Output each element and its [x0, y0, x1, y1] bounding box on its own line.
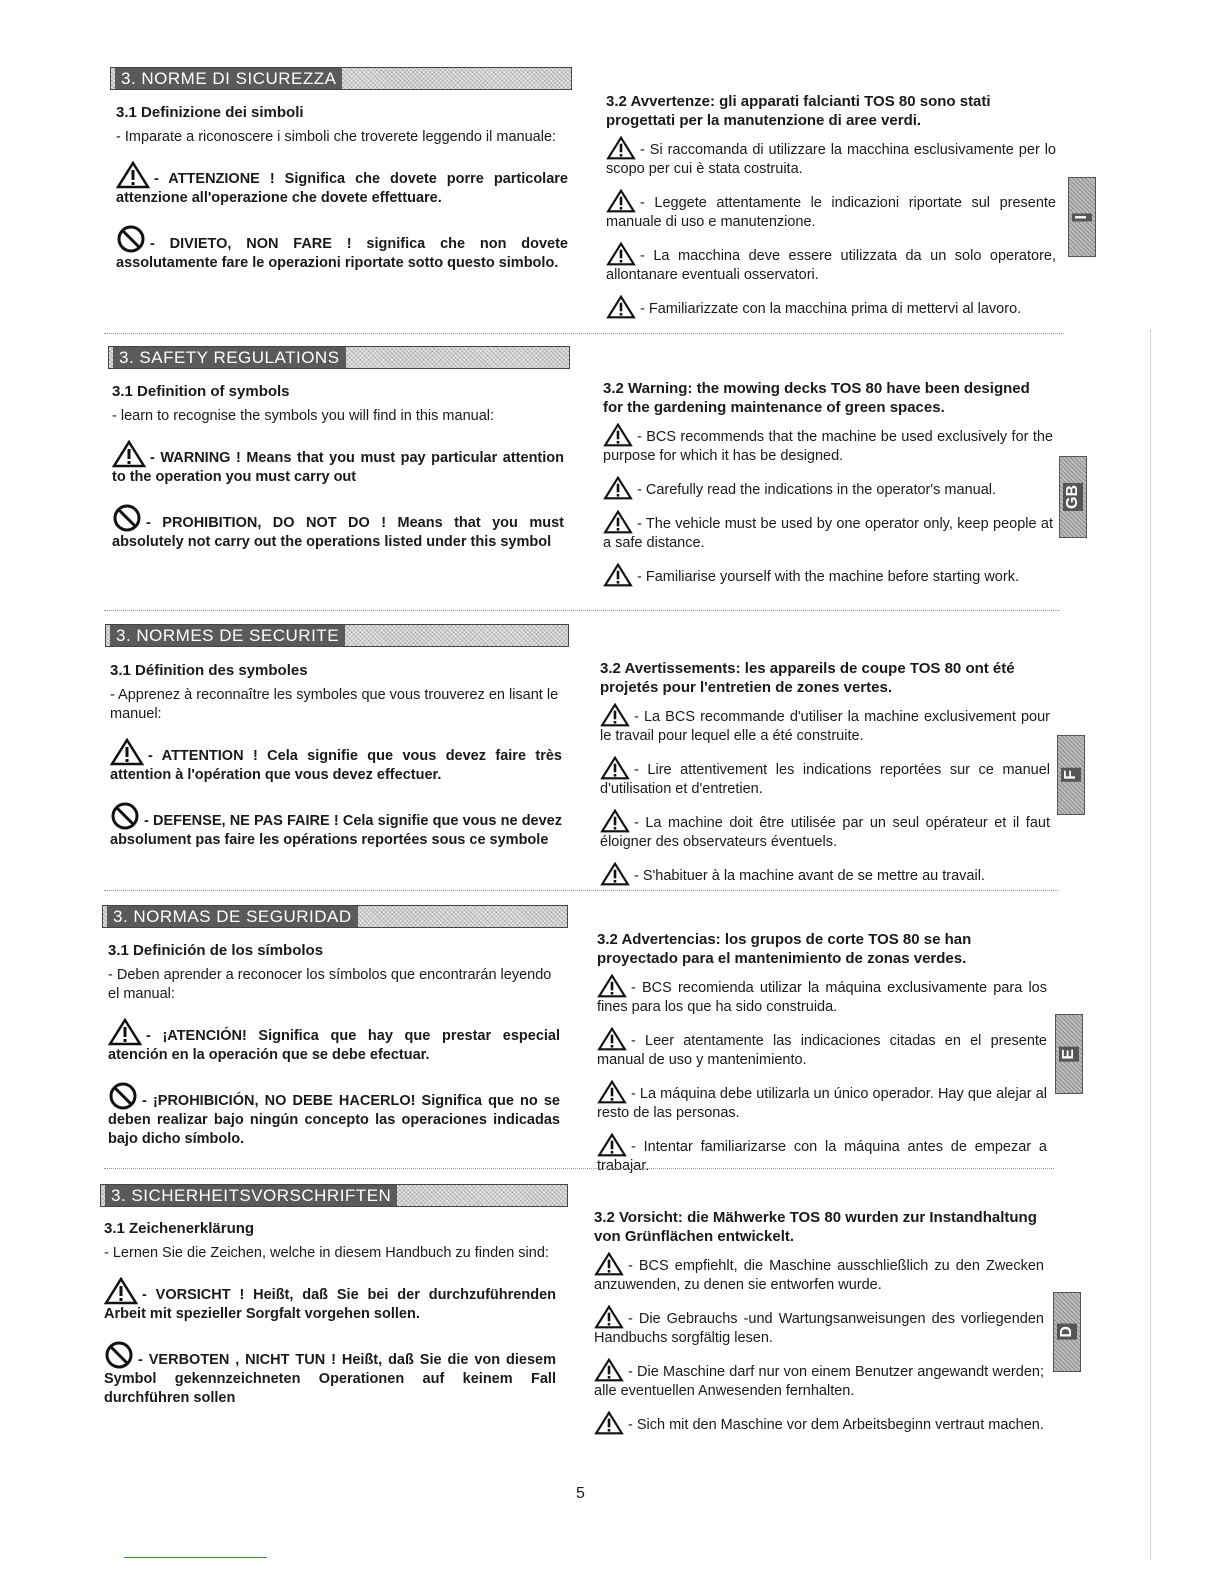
warnings-column [594, 1208, 1044, 1445]
section-banner [100, 1184, 568, 1207]
warning-item: - Die Gebrauchs -und Wartungsanweisungen des vorliegenden Handbuchs sorgfältig lesen. [594, 1305, 1044, 1348]
prohibition-definition: - ¡PROHIBICIÓN, NO DEBE HACERLO! Significa que no se deben realizar bajo ningún concepto las operaciones indicadas bajo dicho símbolo. [108, 1081, 560, 1149]
section-banner [108, 346, 570, 369]
warning-triangle-icon [606, 189, 636, 213]
warning-item: - Lire attentivement les indications reportées sur ce manuel d'utilisation et d'entretien. [600, 756, 1050, 799]
warning-item: - BCS recomienda utilizar la máquina exclusivamente para los fines para los que ha sido construida. [597, 974, 1047, 1017]
warning-item: - Die Maschine darf nur von einem Benutzer angewandt werden; alle eventuellen Anwesenden fernhalten. [594, 1358, 1044, 1401]
prohibition-definition: - PROHIBITION, DO NOT DO ! Means that you must absolutely not carry out the operations listed under this symbol [112, 503, 564, 552]
symbols-column [112, 382, 564, 568]
warning-triangle-icon [110, 738, 144, 766]
warning-triangle-icon [600, 703, 630, 727]
warning-item: - La macchina deve essere utilizzata da un solo operatore, allontanare eventuali osservatori. [606, 242, 1056, 285]
banner-title: 3. NORME DI SICUREZZA [115, 68, 342, 89]
warning-triangle-icon [606, 242, 636, 266]
warning-triangle-icon [600, 862, 630, 886]
page-number: 5 [576, 1485, 585, 1502]
warning-item: - La machine doit être utilisée par un seul opérateur et il faut éloigner des observateurs éventuels. [600, 809, 1050, 852]
warning-triangle-icon [606, 295, 636, 319]
banner-title: 3. NORMAS DE SEGURIDAD [107, 906, 358, 927]
warning-item: - BCS recommends that the machine be used exclusively for the purpose for which it has be designed. [603, 423, 1053, 466]
section-divider [104, 333, 1064, 334]
symbols-column [108, 941, 560, 1165]
page-edge-line [1150, 330, 1151, 1560]
language-tab: E [1055, 1014, 1083, 1094]
warning-triangle-icon [603, 423, 633, 447]
warning-item: - S'habituer à la machine avant de se mettre au travail. [600, 862, 1050, 886]
warning-triangle-icon [108, 1018, 142, 1046]
warnings-heading: 3.2 Advertencias: los grupos de corte TOS 80 se han proyectado para el mantenimiento de zonas verdes. [597, 931, 972, 967]
warnings-heading: 3.2 Vorsicht: die Mähwerke TOS 80 wurden zur Instandhaltung von Grünflächen entwickelt. [594, 1209, 1037, 1245]
banner-title: 3. SAFETY REGULATIONS [113, 347, 346, 368]
warnings-column [606, 92, 1056, 329]
prohibition-definition: - DEFENSE, NE PAS FAIRE ! Cela signifie que vous ne devez absolument pas faire les opérations reportées sous ce symbole [110, 801, 562, 850]
prohibition-icon [104, 1340, 134, 1370]
symbols-column [110, 661, 562, 866]
prohibition-icon [116, 224, 146, 254]
warning-item: - Sich mit den Maschine vor dem Arbeitsbeginn vertraut machen. [594, 1411, 1044, 1435]
warning-triangle-icon [594, 1411, 624, 1435]
warnings-column [603, 379, 1053, 597]
warning-item: - The vehicle must be used by one operator only, keep people at a safe distance. [603, 510, 1053, 553]
warning-item: - Leggete attentamente le indicazioni riportate sul presente manuale di uso e manutenzione. [606, 189, 1056, 232]
warning-triangle-icon [112, 440, 146, 468]
language-tab: I [1068, 177, 1096, 257]
warning-triangle-icon [603, 476, 633, 500]
section-banner [110, 67, 572, 90]
warning-triangle-icon [104, 1277, 138, 1305]
warning-item: - Carefully read the indications in the operator's manual. [603, 476, 1053, 500]
warning-triangle-icon [594, 1358, 624, 1382]
warning-triangle-icon [597, 974, 627, 998]
warnings-heading: 3.2 Avvertenze: gli apparati falcianti TOS 80 sono stati progettati per la manutenzione di aree verdi. [606, 93, 991, 129]
section-banner [102, 905, 568, 928]
warning-triangle-icon [603, 563, 633, 587]
warning-item: - La máquina debe utilizarla un único operador. Hay que alejar al resto de las personas. [597, 1080, 1047, 1123]
symbols-column [116, 103, 568, 289]
section-divider [104, 610, 1060, 611]
warning-item: - BCS empfiehlt, die Maschine ausschließlich zu den Zwecken anzuwenden, zu denen sie entworfen wurde. [594, 1252, 1044, 1295]
warning-triangle-icon [597, 1133, 627, 1157]
symbols-column [104, 1219, 556, 1424]
warning-item: - Leer atentamente las indicaciones citadas en el presente manual de uso y mantenimiento. [597, 1027, 1047, 1070]
warning-definition: - WARNING ! Means that you must pay particular attention to the operation you must carry out [112, 440, 564, 487]
warning-triangle-icon [606, 136, 636, 160]
warning-item: - La BCS recommande d'utiliser la machine exclusivement pour le travail pour lequel elle a été construite. [600, 703, 1050, 746]
warnings-column [597, 930, 1047, 1186]
warning-item: - Familiarise yourself with the machine before starting work. [603, 563, 1053, 587]
warning-definition: - ATTENZIONE ! Significa che dovete porre particolare attenzione all'operazione che dovete effettuare. [116, 161, 568, 208]
language-tab: F [1057, 735, 1085, 815]
symbols-intro: - Apprenez à reconnaître les symboles que vous trouverez en lisant le manuel: [110, 687, 559, 722]
prohibition-definition: - VERBOTEN , NICHT TUN ! Heißt, daß Sie die von diesem Symbol gekennzeichneten Operationen auf keinem Fall durchführen sollen [104, 1340, 556, 1408]
warning-triangle-icon [600, 756, 630, 780]
symbols-heading: 3.1 Definición de los símbolos [108, 942, 324, 959]
symbols-intro: - learn to recognise the symbols you will find in this manual: [112, 408, 495, 424]
warning-triangle-icon [116, 161, 150, 189]
prohibition-icon [108, 1081, 138, 1111]
symbols-heading: 3.1 Zeichenerklärung [104, 1220, 255, 1237]
symbols-intro: - Lernen Sie die Zeichen, welche in diesem Handbuch zu finden sind: [104, 1245, 549, 1261]
symbols-heading: 3.1 Definizione dei simboli [116, 104, 304, 121]
banner-title: 3. SICHERHEITSVORSCHRIFTEN [105, 1185, 397, 1206]
symbols-intro: - Imparate a riconoscere i simboli che troverete leggendo il manuale: [116, 129, 557, 145]
prohibition-definition: - DIVIETO, NON FARE ! significa che non dovete assolutamente fare le operazioni riportate sotto questo simbolo. [116, 224, 568, 273]
warning-item: - Si raccomanda di utilizzare la macchina esclusivamente per lo scopo per cui è stata costruita. [606, 136, 1056, 179]
warning-triangle-icon [597, 1027, 627, 1051]
warnings-heading: 3.2 Warning: the mowing decks TOS 80 have been designed for the gardening maintenance of green spaces. [603, 380, 1030, 416]
prohibition-icon [112, 503, 142, 533]
section-divider [104, 1168, 1054, 1169]
warning-item: - Intentar familiarizarse con la máquina antes de empezar a trabajar. [597, 1133, 1047, 1176]
warning-triangle-icon [594, 1305, 624, 1329]
warnings-heading: 3.2 Avertissements: les appareils de coupe TOS 80 ont été projetés pour l'entretien de zones vertes. [600, 660, 1015, 696]
language-tab: GB [1059, 456, 1087, 538]
warnings-column [600, 659, 1050, 896]
symbols-heading: 3.1 Définition des symboles [110, 662, 308, 679]
warning-triangle-icon [597, 1080, 627, 1104]
symbols-intro: - Deben aprender a reconocer los símbolos que encontrarán leyendo el manual: [108, 967, 552, 1002]
warning-triangle-icon [594, 1252, 624, 1276]
warning-triangle-icon [600, 809, 630, 833]
symbols-heading: 3.1 Definition of symbols [112, 383, 290, 400]
language-tab: D [1053, 1292, 1081, 1372]
prohibition-icon [110, 801, 140, 831]
footer-rule [124, 1557, 267, 1558]
banner-title: 3. NORMES DE SECURITE [110, 625, 345, 646]
section-divider [104, 890, 1058, 891]
warning-definition: - ATTENTION ! Cela signifie que vous devez faire très attention à l'opération que vous devez effectuer. [110, 738, 562, 785]
warning-definition: - ¡ATENCIÓN! Significa que hay que prestar especial atención en la operación que se debe efectuar. [108, 1018, 560, 1065]
warning-triangle-icon [603, 510, 633, 534]
warning-item: - Familiarizzate con la macchina prima di mettervi al lavoro. [606, 295, 1056, 319]
warning-definition: - VORSICHT ! Heißt, daß Sie bei der durchzuführenden Arbeit mit spezieller Sorgfalt vorgehen sollen. [104, 1277, 556, 1324]
section-banner [105, 624, 569, 647]
